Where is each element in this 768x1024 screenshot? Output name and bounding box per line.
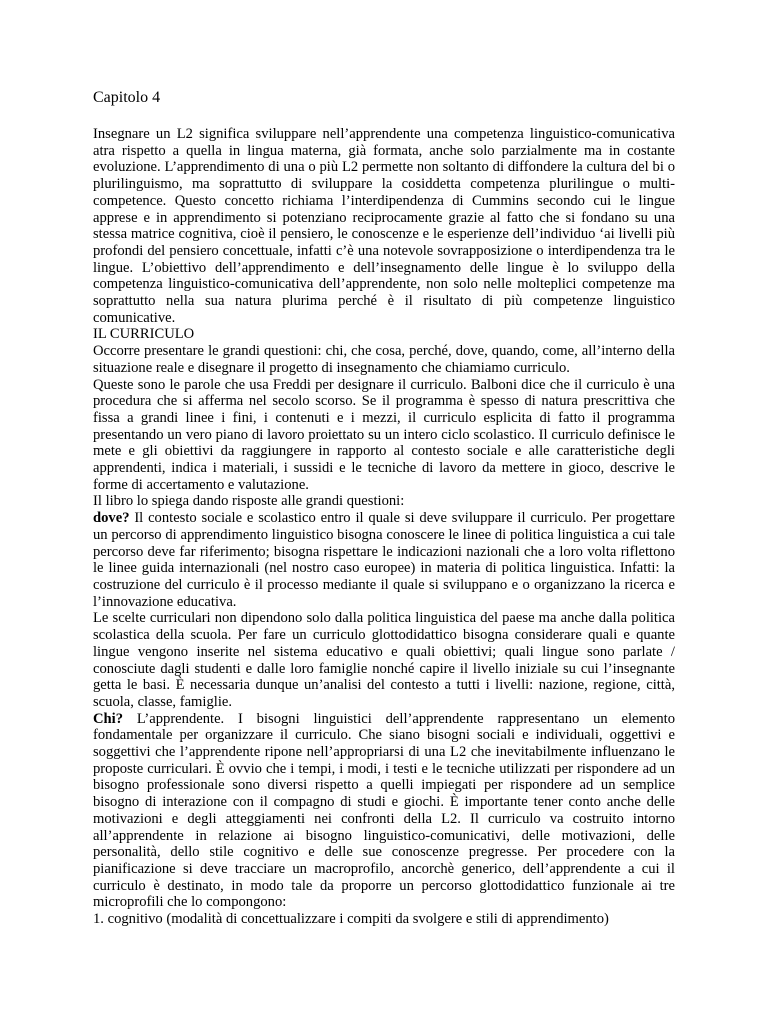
paragraph-book-intro: Il libro lo spiega dando risposte alle grandi questioni: xyxy=(93,493,405,510)
dove-label: dove? xyxy=(93,510,130,527)
document-page xyxy=(93,88,675,928)
paragraph-freddi-balboni: Queste sono le parole che usa Freddi per designare il curriculo. Balboni dice che il curriculo è una procedura che si afferma nel secolo scorso. Se il programma è spesso di natura prescrittiva che fissa a grandi linee i fini, i contenuti e i mezzi, il curriculo esplicita di fatto il programma presentando un vero piano di lavoro proiettato su un intero ciclo scolastico. Il curriculo definisce le mete e gli obiettivi da raggiungere in rapporto al contesto sociale e alle caratteristiche degli apprendenti, indica i materiali, i sussidi e le tecniche di lavoro da mettere in gioco, descrive le forme di accertamento e valutazione. xyxy=(93,376,675,493)
paragraph-scelte-curriculari: Le scelte curriculari non dipendono solo dalla politica linguistica del paese ma anche dalla politica scolastica della scuola. Per fare un curriculo glottodidattico bisogna considerare quali e quante lingue vengono inserite nel sistema educativo e quali obiettivi; quali lingue sono parlate / conosciute dagli studenti e dalle loro famiglie nonché capire il livello iniziale su cui l’insegnante getta le basi. È necessaria dunque un’analisi del contesto a tutti i livelli: nazione, regione, città, scuola, classe, famiglie. xyxy=(93,610,675,710)
chi-label: Chi? xyxy=(93,710,124,727)
paragraph-intro: Insegnare un L2 significa sviluppare nell’apprendente una competenza linguistico-comunicativa atra rispetto a quella in lingua materna, già formata, anche solo parzialmente ma in costante evoluzione. L’apprendimento di una o più L2 permette non soltanto di diffondere la cultura del bi o plurilinguismo, ma soprattutto di sviluppare la cosiddetta competenza plurilingue o multi-competence. Questo concetto richiama l’interdipendenza di Cummins secondo cui le lingue apprese e in apprendimento si potenziano reciprocamente grazie al fatto che si fondano su una stessa matrice cognitiva, cioè il pensiero, le conoscenze e le esperienze dell’individuo ‘ai livelli più profondi del pensiero concettuale, infatti c’è una notevole sovrapposizione o interdipendenza tra le lingue. L’obiettivo dell’apprendimento e dell’insegnamento delle lingue è lo sviluppo della competenza linguistico-comunicativa dell’apprendente, non solo nelle molteplici competenze ma soprattutto nella sua natura plurima perché è il risultato di più competenze linguistico comunicative. xyxy=(93,126,675,326)
chapter-title: Capitolo 4 xyxy=(93,89,161,106)
section-heading-curriculo: IL CURRICULO xyxy=(93,326,195,343)
dove-text: Il contesto sociale e scolastico entro il quale si deve sviluppare il curriculo. Per progettare un percorso di apprendimento linguistico bisogna conoscere le linee di politica linguistica a cui tale percorso deve far riferimento; bisogna rispettare le indicazioni nazionali che a loro volta riflettono le linee guida internazionali (nel nostro caso europee) in materia di politica linguistica. Infatti: la costruzione del curriculo è il processo mediante il quale si sviluppano e o organizzano la ricerca e l’innovazione educativa. xyxy=(93,510,675,610)
list-item-cognitivo: 1. cognitivo (modalità di concettualizzare i compiti da svolgere e stili di apprendimento) xyxy=(93,911,609,928)
chi-text: L’apprendente. I bisogni linguistici dell’apprendente rappresentano un elemento fondamentale per organizzare il curriculo. Che siano bisogni sociali e individuali, oggettivi e soggettivi che l’apprendente ripone nell’appropriarsi di una L2 che inevitabilmente influenzano le proposte curriculari. È ovvio che i tempi, i modi, i testi e le tecniche utilizzati per rispondere ad un bisogno professionale sono diversi rispetto a quelli impiegati per rispondere ad un semplice bisogno di interazione con il compagno di studi e giochi. È importante tener conto anche delle motivazioni e degli atteggiamenti nei confronti della L2. Il curriculo va costruito intorno all’apprendente in relazione ai bisogno linguistico-comunicativi, delle motivazioni, delle personalità, dello stile cognitivo e delle sue conoscenze pregresse. Per procedere con la pianificazione si deve tracciare un macroprofilo, ancorchè generico, dell’apprendente a cui il curriculo è destinato, in modo tale da proporre un percorso glottodidattico funzionale ai tre microprofili che lo compongono: xyxy=(93,710,675,911)
paragraph-questions: Occorre presentare le grandi questioni: chi, che cosa, perché, dove, quando, come, all’interno della situazione reale e disegnare il progetto di insegnamento che chiamiamo curriculo. xyxy=(93,343,675,376)
paragraph-dove xyxy=(93,510,675,610)
paragraph-chi xyxy=(93,711,675,911)
